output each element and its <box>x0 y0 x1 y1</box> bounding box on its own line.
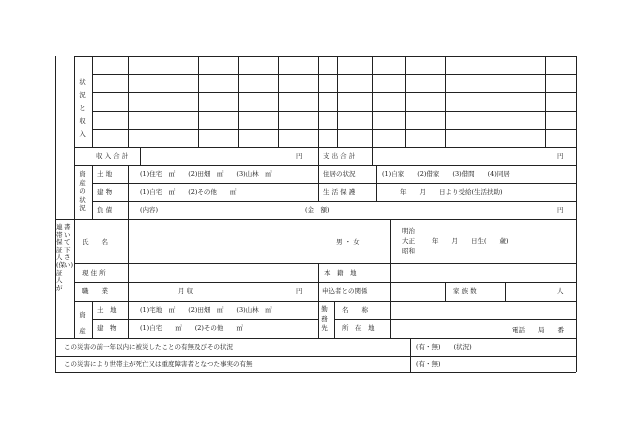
debt-content[interactable]: (内容) <box>140 206 159 214</box>
housing-values[interactable]: (1)自家 (2)借家 (3)借間 (4)同居 <box>382 170 510 178</box>
era-showa[interactable]: 昭和 <box>402 247 415 255</box>
occupation-label: 職 業 <box>82 287 108 295</box>
monthly-income-label: 月 収 <box>178 287 194 295</box>
guarantor-asset-label: 資 産 <box>79 311 93 335</box>
workplace-name-label: 名 称 <box>342 306 368 314</box>
guarantor-side-label-1: 連帯保証人(保証人が <box>56 223 66 292</box>
guarantor-gender[interactable]: 男 ・ 女 <box>336 238 360 246</box>
address-label: 現 住 所 <box>82 269 106 277</box>
total-income-unit: 円 <box>296 152 303 160</box>
assets-building-values[interactable]: (1)自宅 ㎡ (2)その他 ㎡ <box>140 188 237 196</box>
monthly-income-unit: 円 <box>296 287 303 295</box>
domicile-label: 本 籍 地 <box>324 269 357 277</box>
debt-unit: 円 <box>557 206 564 214</box>
era-meiji[interactable]: 明治 <box>402 227 415 235</box>
guarantor-side-label-2: 書いて下さい) <box>64 223 74 269</box>
guarantor-building-label: 建 物 <box>97 324 117 332</box>
total-income-label: 収 入 合 計 <box>96 152 129 160</box>
welfare-label: 生 活 保 護 <box>323 188 356 196</box>
total-expense-unit: 円 <box>557 152 564 160</box>
debt-amount[interactable]: (金 額) <box>305 206 330 214</box>
debt-label: 負 債 <box>97 206 113 214</box>
guarantor-building-values[interactable]: (1)自宅 ㎡ (2)その他 ㎡ <box>140 324 243 332</box>
workplace-phone-label[interactable]: 電話 局 番 <box>512 326 564 334</box>
guarantor-land-label: 土 地 <box>97 306 117 314</box>
assets-side-label: 資産の状況 <box>79 170 86 212</box>
family-label: 家 族 数 <box>453 287 477 295</box>
guarantor-name-label: 氏 名 <box>82 238 108 246</box>
income-side-label: 状況と収入 <box>79 78 86 138</box>
disaster-answer-1[interactable]: (有・無) (状況) <box>416 343 472 351</box>
total-expense-label: 支 出 合 計 <box>323 152 356 160</box>
guarantor-land-values[interactable]: (1)宅地 ㎡ (2)田畑 ㎡ (3)山林 ㎡ <box>140 306 272 314</box>
guarantor-side-label <box>56 224 73 292</box>
assets-land-label: 土 地 <box>97 170 113 178</box>
disaster-question-1: この災害の前一年以内に被災したことの有無及びその状況 <box>64 343 233 351</box>
welfare-values[interactable]: 年 月 日より受給(生活扶助) <box>400 188 503 196</box>
disaster-question-2: この災害により世帯主が死亡又は重度障害者となつた事実の有無 <box>64 360 253 368</box>
assets-building-label: 建 物 <box>97 188 113 196</box>
workplace-label: 勤務先 <box>321 305 328 332</box>
relation-label: 申込者との関係 <box>322 287 368 295</box>
housing-label: 住居の状況 <box>323 170 356 178</box>
disaster-answer-2[interactable]: (有・無) <box>416 360 441 368</box>
workplace-address-label: 所 在 地 <box>342 324 375 332</box>
family-unit: 人 <box>557 287 564 295</box>
birth-date[interactable]: 年 月 日生( 歳) <box>432 237 509 245</box>
assets-land-values[interactable]: (1)住宅 ㎡ (2)田畑 ㎡ (3)山林 ㎡ <box>140 170 272 178</box>
era-taisho[interactable]: 大正 <box>402 237 415 245</box>
